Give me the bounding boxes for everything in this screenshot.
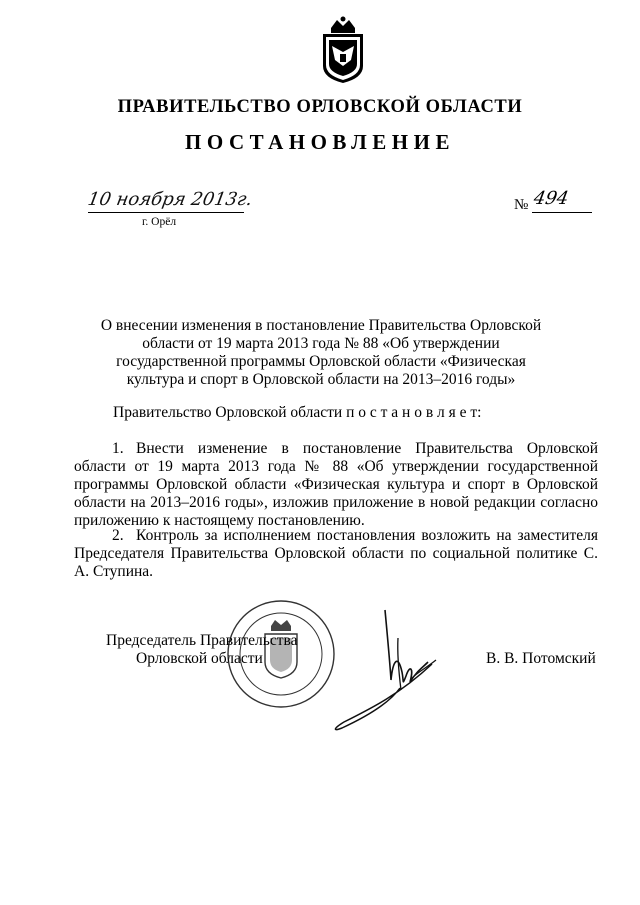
- document-type: ПОСТАНОВЛЕНИЕ: [185, 130, 455, 154]
- government-title: ПРАВИТЕЛЬСТВО ОРЛОВСКОЙ ОБЛАСТИ: [117, 97, 523, 117]
- number-handwritten: 494: [532, 188, 571, 209]
- number-label: №: [514, 197, 529, 213]
- item-number: 2.: [112, 527, 124, 544]
- date-underline: [88, 212, 244, 213]
- signature-position-line1: Председатель Правительства: [106, 632, 298, 649]
- date-handwritten: 10 ноября 2013г.: [86, 189, 254, 210]
- list-item: [74, 440, 598, 530]
- item-text: Внести изменение в постановление Правительства Орловской области от 19 марта 2013 года № 88 «Об утверждении государственной программы Орловской области «Физическая культура и спорт в Орловской области на 2013–2016 годы», изложив приложение в новой редакции согласно приложению к настоящему постановлению.: [74, 440, 598, 529]
- decree-line: Правительство Орловской области п о с т а н о в л я е т:: [113, 404, 482, 421]
- number-underline: [532, 212, 592, 213]
- city-label: г. Орёл: [142, 216, 177, 228]
- signature-position-line2: Орловской области: [136, 650, 263, 667]
- item-text: Контроль за исполнением постановления возложить на заместителя Председателя Правительства Орловской области по социальной политике С. А. Ступина.: [74, 527, 598, 580]
- item-number: 1.: [112, 440, 124, 457]
- handwritten-signature-icon: [280, 602, 480, 742]
- signatory-name: В. В. Потомский: [486, 650, 596, 667]
- document-subject: О внесении изменения в постановление Правительства Орловской области от 19 марта 2013 года № 88 «Об утверждении государственной программы Орловской области «Физическая культура и спорт в Орловской области на 2013–2016 годы»: [100, 317, 542, 388]
- emblem-icon: [318, 16, 368, 84]
- list-item: [74, 527, 598, 581]
